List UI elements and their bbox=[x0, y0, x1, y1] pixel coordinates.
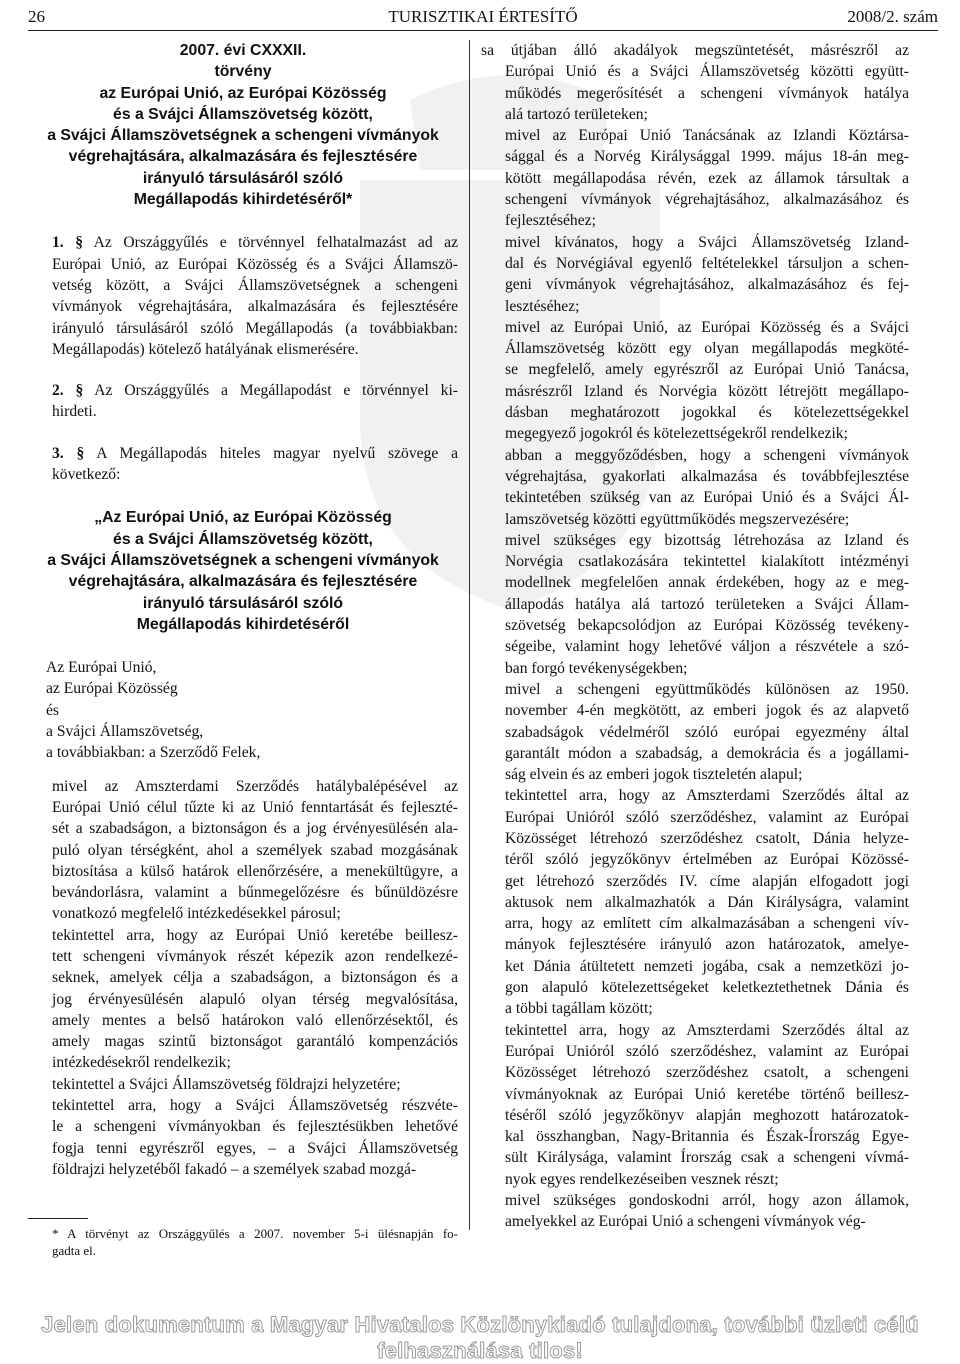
text-line: ság elvein és az emberi jogok tiszteletén alapul; bbox=[505, 766, 803, 784]
text-line: Európai Unió célul tűzte ki az Unió fenntartását és fejleszté- bbox=[52, 798, 458, 816]
agreement-title-line: Megállapodás kihirdetéséről bbox=[136, 615, 350, 633]
party-line: az Európai Közösség bbox=[46, 680, 178, 698]
text-line: sa útjában álló akadályok megszüntetését, másrészről az bbox=[481, 42, 909, 59]
text-line: schengeni vívmányok végrehajtásához, alkalmazásához és bbox=[505, 191, 909, 209]
text-line: seknek, amelyek célja a szabadságon, a biztonságon és a bbox=[52, 969, 458, 987]
right-column bbox=[481, 40, 909, 1233]
recital bbox=[28, 1095, 458, 1180]
text-line: tett schengeni vívmányok részét képezik azon rendelkezé- bbox=[52, 947, 458, 965]
act-title-line: Megállapodás kihirdetéséről* bbox=[133, 191, 353, 209]
text-line: következő: bbox=[52, 466, 121, 484]
text-line: Közösséget létrehozó szerződéshez csatolt, a schengeni bbox=[505, 1064, 909, 1082]
text-line bbox=[28, 380, 458, 401]
text-line: mivel az Európai Unió Tanácsának az Izlandi Köztársa- bbox=[505, 127, 909, 145]
act-title-line: végrehajtására, alkalmazására és fejlesztésére bbox=[68, 148, 418, 166]
text-line: jog érvényesülésén alapuló olyan térség megvalósítása, bbox=[52, 990, 458, 1008]
text-line: Államszövetség között egy olyan megállapodás megköté- bbox=[505, 340, 909, 358]
text-line: ban forgó tevékenységekben; bbox=[505, 659, 688, 677]
text-line: nyok egyes rendelkezéseiben vesznek részt; bbox=[505, 1170, 779, 1188]
text-line: puló olyan térségként, ahol a személyek szabad mozgásának bbox=[52, 841, 458, 859]
party-line: a Svájci Államszövetség, bbox=[46, 723, 204, 741]
agreement-title-line: irányuló társulásáról szóló bbox=[142, 594, 344, 612]
text-line: vívmányok végrehajtására, alkalmazására és fejlesztésére bbox=[52, 298, 458, 316]
text-line: mányok fejlesztésére irányuló azon határozatok, amelye- bbox=[505, 936, 909, 954]
text-line: dásban meghatározott jogokkal és kötelezettségekkel bbox=[505, 404, 909, 422]
act-title-line: a Svájci Államszövetségnek a schengeni vívmányok bbox=[47, 127, 439, 145]
agreement-title bbox=[28, 507, 458, 635]
act-title-line: és a Svájci Államszövetség között, bbox=[113, 105, 373, 123]
text-line: arra, hogy az említett cím alkalmazásában a schengeni vív- bbox=[505, 915, 909, 933]
act-title-line: irányuló társulásáról szóló bbox=[142, 169, 344, 187]
text-line: le a schengeni vívmányokban és fejlesztésükben lehetővé bbox=[52, 1118, 458, 1136]
text-line: mivel az Európai Unió, az Európai Közösség és a Svájci bbox=[505, 318, 909, 336]
text-line: amely mentes a belső határokon való ellenőrzésektől, és bbox=[52, 1011, 458, 1029]
text-line: amely magas szintű biztonságot garantáló kompenzációs bbox=[52, 1033, 458, 1051]
recital bbox=[481, 232, 909, 317]
text-line: vívmányoknak az Európai Unió keretébe történő beillesz- bbox=[505, 1085, 909, 1103]
text-line: geni vívmányok végrehajtásához, alkalmazásához és fej- bbox=[505, 276, 909, 294]
text-line: lamszövetség közötti együttműködés megszervezésére; bbox=[505, 510, 850, 528]
text-line: amelyekkel az Európai Unió a schengeni vívmányok vég- bbox=[505, 1213, 866, 1231]
section-2 bbox=[28, 380, 458, 423]
ownership-watermark: Jelen dokumentum a Magyar Hivatalos Közlönykiadó tulajdona, további üzleti célú felhasználása tilos! bbox=[41, 1312, 919, 1363]
text-line: garantált módon a szabadság, a demokrácia és a jogállami- bbox=[505, 744, 909, 762]
left-recitals bbox=[28, 776, 458, 1181]
left-column bbox=[28, 40, 458, 1259]
text-line: sült Királysága, valamint Írország csak a schengeni vívmá- bbox=[505, 1149, 909, 1167]
recital bbox=[481, 785, 909, 1019]
footnote-rule bbox=[28, 1218, 88, 1219]
text-line: bevándorlásra, valamint a bűnmegelőzésre és bűnüldözésre bbox=[52, 884, 458, 902]
text-line: mivel szükséges gondoskodni arról, hogy azon államok, bbox=[505, 1192, 909, 1210]
contracting-parties bbox=[46, 657, 458, 763]
text-line: mivel kívánatos, hogy a Svájci Államszövetség Izland- bbox=[505, 233, 909, 251]
recital bbox=[481, 125, 909, 231]
footnote-line: gadta el. bbox=[52, 1243, 97, 1259]
header-rule bbox=[28, 30, 938, 31]
text-content: A Megállapodás hiteles magyar nyelvű szövege a bbox=[84, 444, 458, 462]
text-line: téről szóló jegyzőkönyv értelmében az Európai Közössé- bbox=[505, 851, 909, 869]
recital bbox=[481, 530, 909, 679]
text-line bbox=[28, 443, 458, 464]
act-title-line: az Európai Unió, az Európai Közösség bbox=[99, 84, 387, 102]
agreement-title-line: és a Svájci Államszövetség között, bbox=[113, 530, 373, 548]
issue-number: 2008/2. szám bbox=[847, 7, 938, 26]
text-line: get létrehozó szerződés IV. címe alapján elfogadott jogi bbox=[505, 872, 909, 890]
text-line: irányuló társulásáról szóló Megállapodás (a továbbiakban: bbox=[52, 319, 458, 337]
text-line: Európai Unióról szóló szerződéshez, valamint az Európai bbox=[505, 808, 909, 826]
text-line: modellnek megfelelően annak érdekében, hogy az e meg- bbox=[505, 574, 909, 592]
text-line: mivel a schengeni együttműködés különösen az 1950. bbox=[505, 680, 909, 698]
text-line: intézkedésekről rendelkezik; bbox=[52, 1054, 231, 1072]
text-line: Norvégia csatlakozására tekintettel kialakított intézményi bbox=[505, 553, 909, 571]
text-line: dal és Norvégiával egyenlő feltételekkel társuljon a schen- bbox=[505, 254, 909, 272]
text-content: Az Országgyűlés a Megállapodást e törvénnyel ki- bbox=[83, 382, 459, 400]
section-number: 3. § bbox=[52, 444, 85, 462]
text-line: tekintettel arra, hogy az Európai Unió keretébe beillesz- bbox=[52, 926, 458, 944]
section-gap bbox=[28, 360, 458, 380]
text-line: tekintettel a Svájci Államszövetség földrajzi helyzetére; bbox=[52, 1075, 401, 1093]
text-line: alá tartozó területeken; bbox=[505, 105, 648, 123]
section-gap bbox=[28, 423, 458, 443]
text-line: hirdeti. bbox=[52, 403, 97, 421]
recital bbox=[481, 40, 909, 125]
journal-title: TURISZTIKAI ÉRTESÍTŐ bbox=[388, 7, 578, 26]
text-line: abban a meggyőződésben, hogy a schengeni vívmányok bbox=[505, 446, 909, 464]
text-line: kötött megállapodása révén, ezek az államok társultak a bbox=[505, 169, 909, 187]
party-line: és bbox=[46, 701, 59, 719]
footnote-line: * A törvényt az Országgyűlés a 2007. november 5-i ülésnapján fo- bbox=[52, 1226, 458, 1242]
recital bbox=[481, 679, 909, 785]
recital bbox=[481, 1190, 909, 1233]
agreement-title-line: „Az Európai Unió, az Európai Közösség bbox=[94, 509, 392, 527]
text-line: tekintettel arra, hogy a Svájci Államszövetség részvéte- bbox=[52, 1097, 458, 1115]
act-sections bbox=[28, 232, 458, 485]
text-line: Európai Unió, az Európai Közösség és a Svájci Államszö- bbox=[52, 255, 458, 273]
party-line: a továbbiakban: a Szerződő Felek, bbox=[46, 744, 261, 762]
agreement-title-line: a Svájci Államszövetségnek a schengeni vívmányok bbox=[47, 551, 439, 569]
text-content: Az Országgyűlés e törvénnyel felhatalmazást ad az bbox=[83, 234, 459, 252]
agreement-title-line: végrehajtására, alkalmazására és fejlesztésére bbox=[68, 573, 418, 591]
text-line: fejlesztéséhez; bbox=[505, 212, 596, 230]
text-line: tekintetében szükség van az Európai Unió és a Svájci Ál- bbox=[505, 489, 909, 507]
recital bbox=[481, 317, 909, 445]
text-line: szövetség bekapcsolódjon az Európai Közösség tevékeny- bbox=[505, 617, 909, 635]
text-line: mivel szükséges egy bizottság létrehozása az Izland és bbox=[505, 531, 909, 549]
text-line: Megállapodás) kötelező hatályának elismerésére. bbox=[52, 340, 359, 358]
text-line: földrajzi helyzetéből fakadó – a személyek szabad mozgá- bbox=[52, 1160, 417, 1178]
text-line: se megfelelő, amely egyrészről az Európai Unió Tanácsa, bbox=[505, 361, 909, 379]
text-line: másrészről Izland és Norvégia között létrejött megállapo- bbox=[505, 382, 909, 400]
recital bbox=[481, 1020, 909, 1190]
text-line: Európai Unióról szóló szerződéshez, valamint az Európai bbox=[505, 1042, 909, 1060]
text-line: állapodás hatálya alá tartozó területeken a Svájci Állam- bbox=[505, 595, 909, 613]
text-line: november 4-én megkötött, az emberi jogok és az alapvető bbox=[505, 702, 909, 720]
text-line: fogja tenni egyrészről egyes, – a Svájci Államszövetség bbox=[52, 1139, 458, 1157]
text-line: a többi tagállam között; bbox=[505, 1000, 653, 1018]
text-line: biztosítása a külső határok ellenőrzésére, a menekültügyre, a bbox=[52, 862, 458, 880]
section-number: 1. § bbox=[52, 234, 84, 252]
text-line: aktusok nem alkalmazhatók a Dán Királyságra, valamint bbox=[505, 893, 909, 911]
text-line: Közösséget létrehozó szerződéshez csatolt, Dánia helyze- bbox=[505, 829, 909, 847]
text-line: tekintettel arra, hogy az Amszterdami Szerződés által az bbox=[505, 787, 909, 805]
text-line: vetség között, a Svájci Államszövetségnek a schengeni bbox=[52, 276, 458, 294]
text-line: mivel az Amszterdami Szerződés hatálybalépésével az bbox=[52, 777, 458, 795]
text-line: ket Dánia átültetett nemzeti jogába, csak a nemzetközi jo- bbox=[505, 957, 909, 975]
text-line: Európai Unió és a Svájci Államszövetség közötti együtt- bbox=[505, 63, 909, 81]
text-line: vonatkozó megfelelő intézkedésekkel párosul; bbox=[52, 905, 341, 923]
text-line: ségeibe, valamint hogy lehetővé váljon a részvétele a szó- bbox=[505, 638, 909, 656]
text-line: téséről szóló jegyzőkönyv alapján meghozott határozatok- bbox=[505, 1106, 909, 1124]
act-title bbox=[28, 40, 458, 210]
recital bbox=[28, 925, 458, 1074]
text-line: végrehajtása, gyakorlati alkalmazása és továbbfejlesztése bbox=[505, 467, 909, 485]
text-line: kal összhangban, Nagy-Britannia és Észak-Írország Egye- bbox=[505, 1128, 909, 1146]
right-recitals bbox=[481, 40, 909, 1233]
text-line: sággal és a Norvég Királysággal 1999. május 18-án meg- bbox=[505, 148, 909, 166]
text-line: gon alapuló kötelezettségeket keletkeztethetnek Dánia és bbox=[505, 979, 909, 997]
page-number: 26 bbox=[28, 7, 45, 26]
text-line: működés megerősítését a schengeni vívmányok hatálya bbox=[505, 84, 909, 102]
party-line: Az Európai Unió, bbox=[46, 659, 157, 677]
section-number: 2. § bbox=[52, 382, 84, 400]
text-line: szabadságok védelméről szóló európai egyezmény által bbox=[505, 723, 909, 741]
recital bbox=[28, 1074, 458, 1095]
text-line bbox=[28, 232, 458, 253]
page-header bbox=[28, 6, 938, 28]
footnote bbox=[28, 1225, 458, 1259]
text-line: sét a szabadságon, a biztonságon és a jog érvényesülésén ala- bbox=[52, 820, 458, 838]
section-1 bbox=[28, 232, 458, 360]
recital bbox=[481, 445, 909, 530]
recital bbox=[28, 776, 458, 925]
text-line: tekintettel arra, hogy az Amszterdami Szerződés által az bbox=[505, 1021, 909, 1039]
section-3 bbox=[28, 443, 458, 486]
act-title-line: törvény bbox=[214, 63, 272, 81]
column-divider bbox=[469, 40, 470, 1230]
text-line: megegyező jogokról és kötelezettségekről rendelkezik; bbox=[505, 425, 848, 443]
act-title-line: 2007. évi CXXXII. bbox=[179, 42, 307, 59]
text-line: lesztéséhez; bbox=[505, 297, 580, 315]
